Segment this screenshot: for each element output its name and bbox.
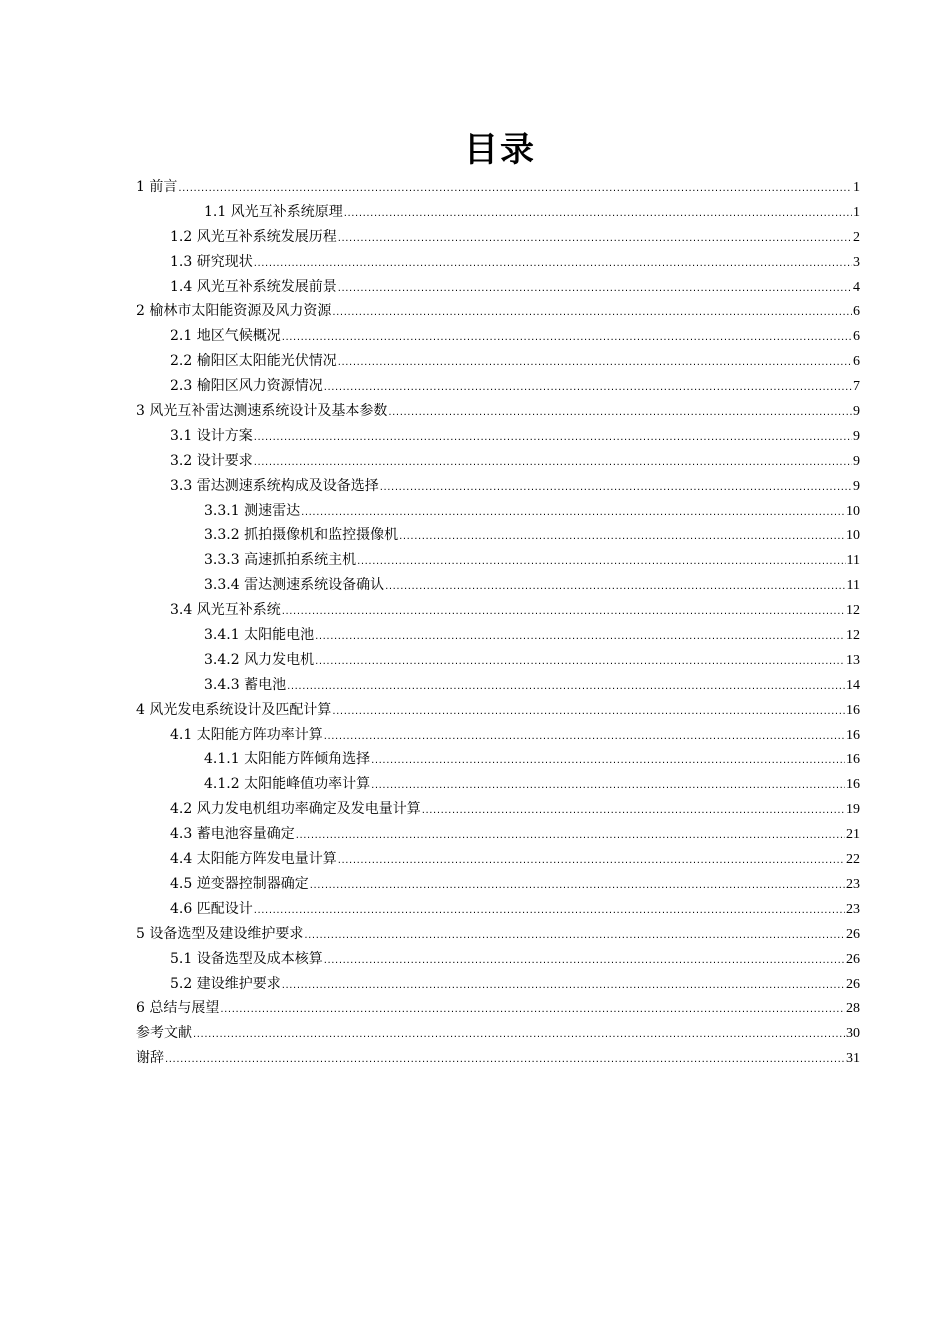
- toc-leader-dots: [193, 1023, 845, 1048]
- toc-entry[interactable]: [136, 747, 860, 772]
- toc-entry[interactable]: [136, 623, 860, 648]
- toc-leader-dots: [385, 575, 845, 600]
- toc-leader-dots: [310, 874, 845, 899]
- toc-entry-page-number: 16: [846, 702, 860, 718]
- toc-leader-dots: [324, 725, 845, 750]
- toc-entry-page-number: 7: [853, 379, 860, 395]
- toc-entry-label: 1.4 风光互补系统发展前景: [170, 278, 337, 295]
- table-of-contents: [136, 175, 860, 1071]
- toc-entry-label: 3.4.3 蓄电池: [204, 676, 287, 693]
- toc-entry[interactable]: [136, 673, 860, 698]
- toc-leader-dots: [338, 849, 845, 874]
- toc-entry-page-number: 21: [846, 827, 860, 843]
- toc-leader-dots: [254, 252, 852, 277]
- toc-leader-dots: [399, 525, 845, 550]
- toc-entry-label: 3.3.4 雷达测速系统设备确认: [204, 577, 385, 594]
- toc-entry[interactable]: [136, 1046, 860, 1071]
- toc-entry[interactable]: [136, 175, 860, 200]
- toc-leader-dots: [332, 301, 852, 326]
- toc-entry-label: 谢辞: [136, 1050, 164, 1067]
- toc-entry-page-number: 28: [846, 1001, 860, 1017]
- toc-entry-page-number: 1: [853, 204, 860, 220]
- toc-entry[interactable]: [136, 573, 860, 598]
- toc-entry-label: 2.2 榆阳区太阳能光伏情况: [170, 353, 337, 370]
- toc-entry-label: 3.3.3 高速抓拍系统主机: [204, 552, 357, 569]
- toc-leader-dots: [371, 749, 845, 774]
- toc-entry-label: 3.4.1 太阳能电池: [204, 627, 315, 644]
- toc-entry[interactable]: [136, 225, 860, 250]
- toc-leader-dots: [296, 824, 845, 849]
- toc-entry-page-number: 9: [853, 478, 860, 494]
- toc-entry-page-number: 6: [853, 329, 860, 345]
- toc-entry-page-number: 26: [846, 951, 860, 967]
- toc-entry-page-number: 11: [846, 578, 860, 594]
- toc-entry-page-number: 22: [846, 852, 860, 868]
- toc-entry-page-number: 13: [846, 652, 860, 668]
- toc-leader-dots: [357, 550, 845, 575]
- toc-entry-label: 4.6 匹配设计: [170, 900, 253, 917]
- toc-entry-label: 2.1 地区气候概况: [170, 328, 281, 345]
- toc-entry-label: 4.1 太阳能方阵功率计算: [170, 726, 323, 743]
- toc-entry[interactable]: [136, 299, 860, 324]
- toc-entry-label: 3.3.1 测速雷达: [204, 502, 301, 519]
- toc-leader-dots: [301, 501, 845, 526]
- toc-entry[interactable]: [136, 972, 860, 997]
- toc-entry-page-number: 4: [853, 279, 860, 295]
- toc-entry-label: 2 榆林市太阳能资源及风力资源: [136, 303, 332, 320]
- toc-entry[interactable]: [136, 797, 860, 822]
- toc-leader-dots: [338, 227, 852, 252]
- toc-entry-label: 3.4 风光互补系统: [170, 602, 281, 619]
- toc-leader-dots: [324, 376, 852, 401]
- toc-leader-dots: [254, 426, 852, 451]
- toc-entry-label: 3.4.2 风力发电机: [204, 651, 315, 668]
- toc-entry[interactable]: [136, 698, 860, 723]
- toc-entry-page-number: 26: [846, 926, 860, 942]
- toc-leader-dots: [371, 774, 845, 799]
- toc-entry[interactable]: [136, 399, 860, 424]
- toc-leader-dots: [282, 326, 852, 351]
- toc-entry-label: 1.2 风光互补系统发展历程: [170, 228, 337, 245]
- toc-entry[interactable]: [136, 847, 860, 872]
- toc-entry-label: 4.1.1 太阳能方阵倾角选择: [204, 751, 371, 768]
- toc-entry[interactable]: [136, 449, 860, 474]
- toc-entry-page-number: 16: [846, 752, 860, 768]
- toc-leader-dots: [304, 924, 845, 949]
- toc-leader-dots: [282, 600, 845, 625]
- toc-entry-label: 5.2 建设维护要求: [170, 975, 281, 992]
- toc-entry[interactable]: [136, 772, 860, 797]
- toc-entry[interactable]: [136, 723, 860, 748]
- toc-entry-page-number: 6: [853, 354, 860, 370]
- toc-leader-dots: [324, 949, 845, 974]
- toc-entry-page-number: 16: [846, 777, 860, 793]
- toc-entry-label: 参考文献: [136, 1025, 192, 1042]
- toc-entry-label: 3.3 雷达测速系统构成及设备选择: [170, 477, 379, 494]
- toc-leader-dots: [338, 351, 852, 376]
- toc-entry-label: 3.2 设计要求: [170, 452, 253, 469]
- toc-entry-page-number: 31: [846, 1051, 860, 1067]
- toc-leader-dots: [287, 675, 845, 700]
- toc-entry-page-number: 16: [846, 727, 860, 743]
- toc-leader-dots: [422, 799, 845, 824]
- toc-entry-page-number: 19: [846, 802, 860, 818]
- toc-entry-page-number: 3: [853, 254, 860, 270]
- toc-entry-page-number: 12: [846, 603, 860, 619]
- toc-entry[interactable]: [136, 598, 860, 623]
- toc-entry-label: 4.1.2 太阳能峰值功率计算: [204, 776, 371, 793]
- toc-leader-dots: [254, 451, 852, 476]
- toc-entry[interactable]: [136, 250, 860, 275]
- toc-entry[interactable]: [136, 897, 860, 922]
- toc-entry[interactable]: [136, 548, 860, 573]
- toc-entry-page-number: 14: [846, 677, 860, 693]
- toc-entry[interactable]: [136, 922, 860, 947]
- toc-entry[interactable]: [136, 499, 860, 524]
- toc-leader-dots: [282, 974, 845, 999]
- toc-entry-label: 2.3 榆阳区风力资源情况: [170, 378, 323, 395]
- toc-entry[interactable]: [136, 1021, 860, 1046]
- toc-leader-dots: [315, 625, 845, 650]
- toc-leader-dots: [344, 202, 852, 227]
- toc-entry-page-number: 9: [853, 453, 860, 469]
- toc-entry-page-number: 23: [846, 876, 860, 892]
- toc-entry-page-number: 26: [846, 976, 860, 992]
- toc-entry[interactable]: [136, 374, 860, 399]
- toc-entry[interactable]: [136, 324, 860, 349]
- toc-entry[interactable]: [136, 523, 860, 548]
- toc-entry-label: 4.5 逆变器控制器确定: [170, 875, 309, 892]
- toc-entry[interactable]: [136, 996, 860, 1021]
- toc-entry-page-number: 12: [846, 628, 860, 644]
- toc-entry-label: 5.1 设备选型及成本核算: [170, 950, 323, 967]
- toc-entry-label: 4 风光发电系统设计及匹配计算: [136, 701, 332, 718]
- toc-entry-label: 3.3.2 抓拍摄像机和监控摄像机: [204, 527, 399, 544]
- toc-entry[interactable]: [136, 648, 860, 673]
- toc-entry-label: 4.2 风力发电机组功率确定及发电量计算: [170, 801, 421, 818]
- toc-entry-page-number: 1: [853, 180, 860, 195]
- toc-entry-label: 5 设备选型及建设维护要求: [136, 925, 304, 942]
- toc-leader-dots: [315, 650, 845, 675]
- toc-leader-dots: [388, 401, 852, 426]
- toc-entry-label: 4.3 蓄电池容量确定: [170, 826, 295, 843]
- toc-entry-label: 3.1 设计方案: [170, 427, 253, 444]
- toc-entry[interactable]: [136, 947, 860, 972]
- toc-entry-label: 6 总结与展望: [136, 1000, 220, 1017]
- toc-leader-dots: [338, 277, 852, 302]
- toc-entry-label: 3 风光互补雷达测速系统设计及基本参数: [136, 403, 388, 420]
- toc-entry-label: 1.1 风光互补系统原理: [204, 203, 343, 220]
- toc-entry[interactable]: [136, 424, 860, 449]
- toc-entry[interactable]: [136, 474, 860, 499]
- toc-entry-page-number: 9: [853, 404, 860, 420]
- toc-leader-dots: [178, 177, 852, 202]
- toc-entry-page-number: 10: [846, 503, 860, 519]
- toc-entry-page-number: 11: [846, 553, 860, 569]
- toc-leader-dots: [332, 700, 845, 725]
- toc-leader-dots: [380, 476, 852, 501]
- toc-entry-label: 4.4 太阳能方阵发电量计算: [170, 851, 337, 868]
- toc-entry[interactable]: [136, 822, 860, 847]
- page-title: 目录: [464, 130, 536, 170]
- toc-entry[interactable]: [136, 200, 860, 225]
- toc-entry-page-number: 9: [853, 428, 860, 444]
- toc-entry[interactable]: [136, 275, 860, 300]
- toc-entry-page-number: 2: [853, 229, 860, 245]
- toc-entry-page-number: 6: [853, 304, 860, 320]
- toc-leader-dots: [165, 1048, 845, 1073]
- toc-leader-dots: [220, 998, 845, 1023]
- toc-entry[interactable]: [136, 349, 860, 374]
- toc-entry-page-number: 23: [846, 901, 860, 917]
- toc-entry[interactable]: [136, 872, 860, 897]
- toc-leader-dots: [254, 899, 845, 924]
- toc-entry-page-number: 30: [846, 1026, 860, 1042]
- toc-entry-page-number: 10: [846, 528, 860, 544]
- toc-entry-label: 1 前言: [136, 179, 178, 195]
- toc-entry-label: 1.3 研究现状: [170, 253, 253, 270]
